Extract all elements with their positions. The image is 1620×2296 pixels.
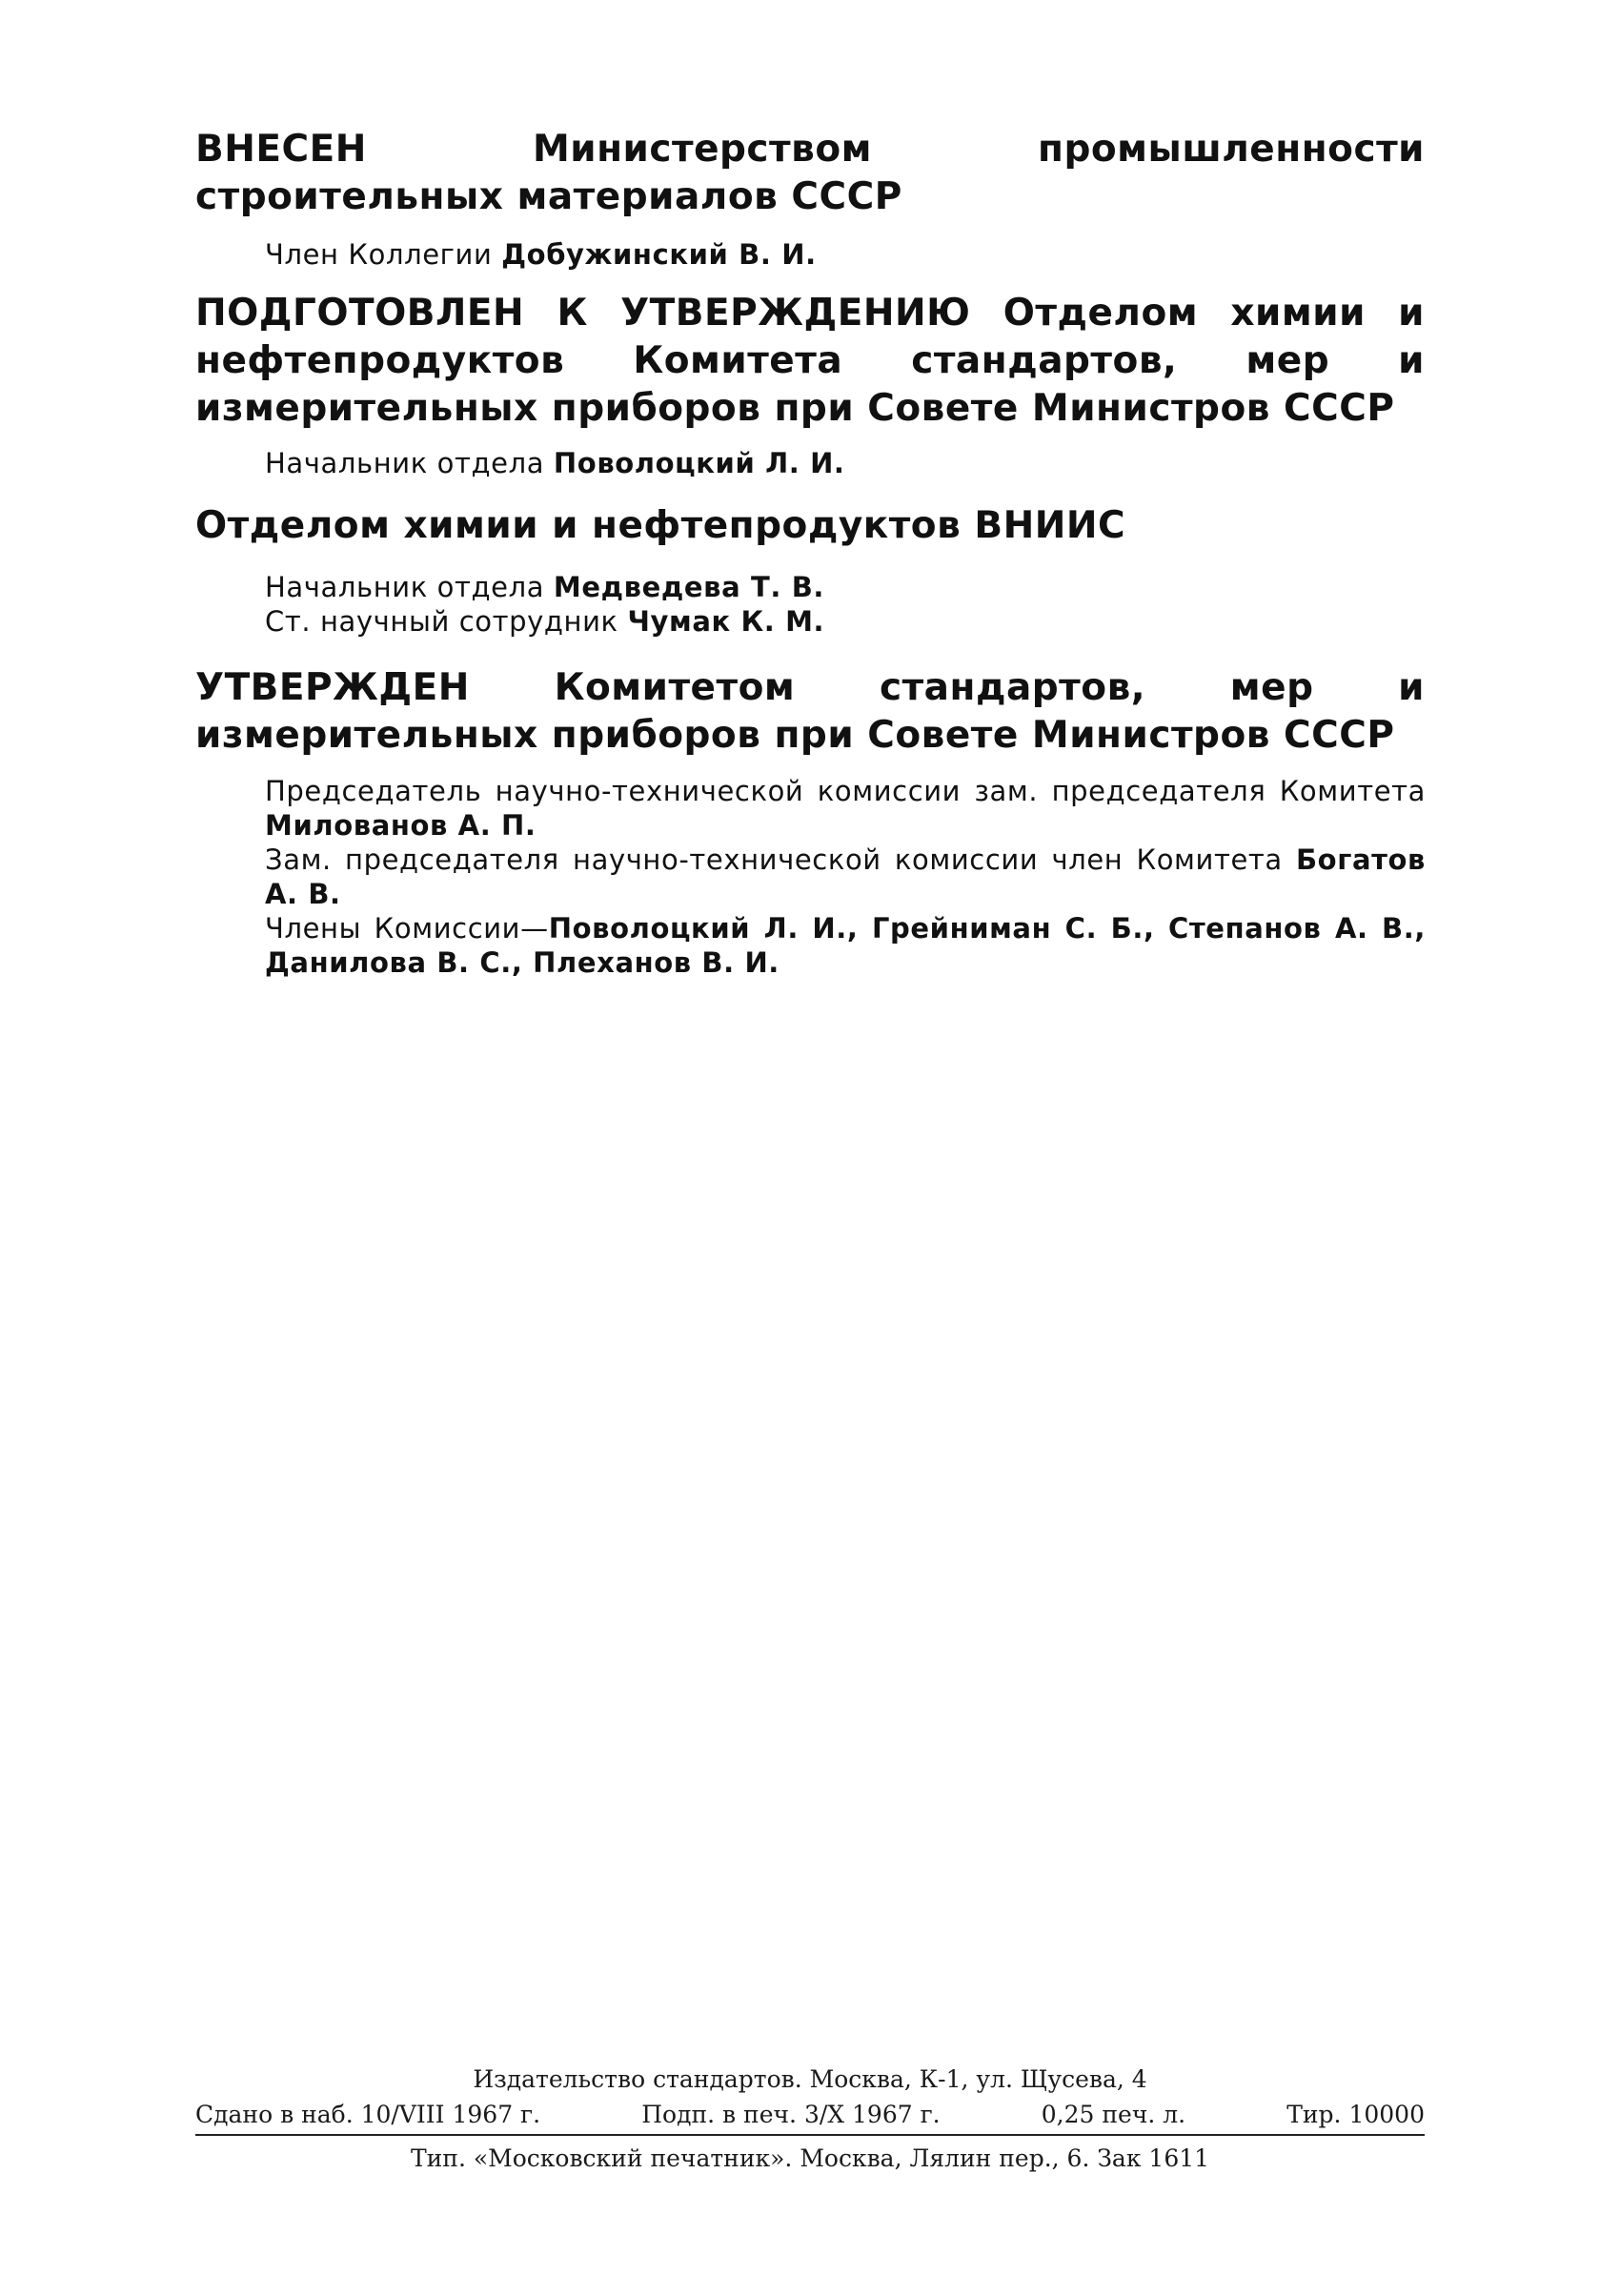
- utverzhden-members-line: [265, 911, 1426, 980]
- podgotovlen-head-line: [265, 446, 1426, 480]
- imprint-run: Тир. 10000: [1286, 2101, 1425, 2128]
- podgotovlen-heading: [195, 290, 1425, 433]
- utverzhden-lead: УТВЕРЖДЕН: [195, 666, 470, 709]
- podgotovlen-lead: ПОДГОТОВЛЕН К УТВЕРЖДЕНИЮ: [195, 292, 971, 335]
- vnesen-member-name: Добужинский В. И.: [501, 238, 817, 271]
- vnesen-text: Министерством промышленности строительных материалов СССР: [195, 128, 1425, 218]
- vnesen-heading: [195, 126, 1425, 221]
- imprint-sent: Сдано в наб. 10/VIII 1967 г.: [195, 2101, 541, 2128]
- vnesen-member-role: Член Коллегии: [265, 238, 493, 271]
- utverzhden-chair-name: Милованов А. П.: [265, 809, 537, 842]
- utverzhden-chair-role: Председатель научно-технической комиссии зам. председателя Комитета: [265, 775, 1426, 807]
- utverzhden-members-names: Поволоцкий Л. И., Грейниман С. Б., Степанов А. В., Данилова В. С., Плеханов В. И.: [265, 912, 1426, 979]
- imprint-publisher: Издательство стандартов. Москва, К-1, ул. Щусева, 4: [473, 2065, 1147, 2093]
- imprint-details-row: [195, 2100, 1425, 2130]
- imprint-printer: Тип. «Московский печатник». Москва, Лялин пер., 6. Зак 1611: [410, 2144, 1210, 2172]
- vniis-head-role: Начальник отдела: [265, 571, 545, 603]
- vniis-head-line: [265, 570, 1426, 604]
- vniis-heading: Отделом химии и нефтепродуктов ВНИИС: [195, 504, 1126, 547]
- vniis-researcher-name: Чумак К. М.: [627, 605, 825, 638]
- podgotovlen-head-role: Начальник отдела: [265, 447, 545, 479]
- vniis-researcher-line: [265, 604, 1426, 639]
- imprint-sheets: 0,25 печ. л.: [1041, 2101, 1186, 2128]
- vnesen-member-line: [265, 237, 1426, 272]
- utverzhden-deputy-role: Зам. председателя научно-технической комиссии член Комитета: [265, 843, 1283, 876]
- imprint-divider: [195, 2134, 1425, 2136]
- vniis-researcher-role: Ст. научный сотрудник: [265, 605, 618, 638]
- utverzhden-deputy-name: Богатов А. В.: [265, 843, 1426, 910]
- imprint-signed: Подп. в печ. 3/X 1967 г.: [641, 2101, 941, 2128]
- utverzhden-members-role: Члены Комиссии—: [265, 912, 549, 945]
- podgotovlen-head-name: Поволоцкий Л. И.: [553, 447, 845, 479]
- vniis-head-name: Медведева Т. В.: [553, 571, 825, 603]
- utverzhden-deputy-line: [265, 843, 1426, 911]
- utverzhden-heading: [195, 664, 1425, 760]
- podgotovlen-text: Отделом химии и нефтепродуктов Комитета стандартов, мер и измерительных приборов при Совете Министров СССР: [195, 292, 1426, 430]
- utverzhden-chair-line: [265, 774, 1426, 843]
- vnesen-lead: ВНЕСЕН: [195, 128, 367, 171]
- utverzhden-text: Комитетом стандартов, мер и измерительных приборов при Совете Министров СССР: [195, 666, 1426, 757]
